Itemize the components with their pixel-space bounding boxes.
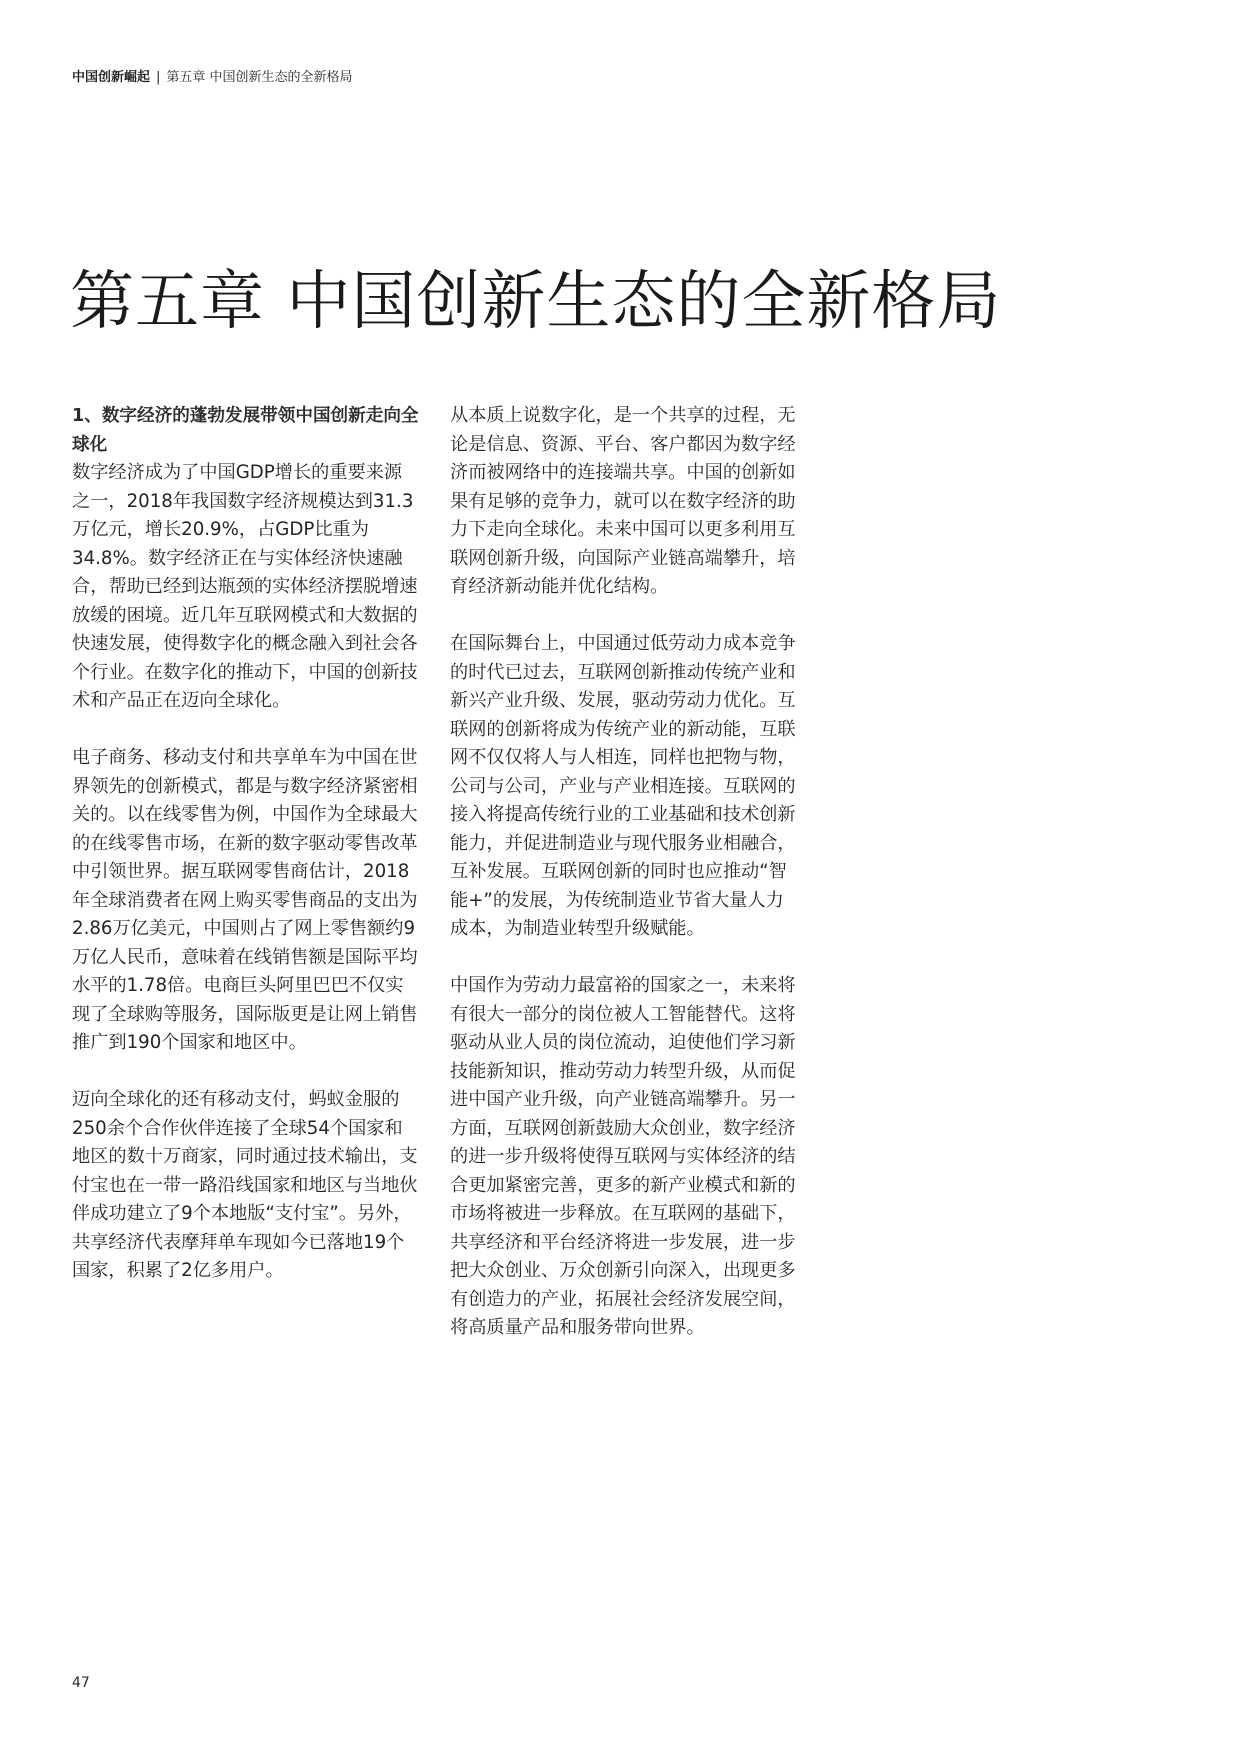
body-paragraph: 从本质上说数字化，是一个共享的过程，无论是信息、资源、平台、客户都因为数字经济而被网络中的连接端共享。中国的创新如果有足够的竞争力，就可以在数字经济的助力下走向全球化。未来中国可以更多利用互联网创新升级，向国际产业链高端攀升，培育经济新动能并优化结构。 [450,405,796,597]
book-title: 中国创新崛起 [72,70,151,85]
body-paragraph: 数字经济成为了中国GDP增长的重要来源之一，2018年我国数字经济规模达到31.3万亿元，增长20.9%，占GDP比重为34.8%。数字经济正在与实体经济快速融合，帮助已经到达瓶颈的实体经济摆脱增速放缓的困境。近几年互联网模式和大数据的快速发展，使得数字化的概念融入到社会各个行业。在数字化的推动下，中国的创新技术和产品正在迈向全球化。 [72,462,418,711]
body-paragraph: 在国际舞台上，中国通过低劳动力成本竞争的时代已过去，互联网创新推动传统产业和新兴产业升级、发展，驱动劳动力优化。互联网的创新将成为传统产业的新动能，互联网不仅仅将人与人相连，同样也把物与物，公司与公司，产业与产业相连接。互联网的接入将提高传统行业的工业基础和技术创新能力，并促进制造业与现代服务业相融合，互补发展。互联网创新的同时也应推动“智能+”的发展，为传统制造业节省大量人力成本，为制造业转型升级赋能。 [450,633,796,939]
right-column [450,402,800,1343]
body-paragraph: 中国作为劳动力最富裕的国家之一，未来将有很大一部分的岗位被人工智能替代。这将驱动从业人员的岗位流动，迫使他们学习新技能新知识，推动劳动力转型升级，从而促进中国产业升级，向产业链高端攀升。另一方面，互联网创新鼓励大众创业，数字经济的进一步升级将使得互联网与实体经济的结合更加紧密完善，更多的新产业模式和新的市场将被进一步释放。在互联网的基础下，共享经济和平台经济将进一步发展，进一步把大众创业、万众创新引向深入，出现更多有创造力的产业，拓展社会经济发展空间，将高质量产品和服务带向世界。 [450,975,796,1338]
header-separator: | [156,70,161,85]
page-number: 47 [72,1675,90,1691]
header-chapter-label: 第五章 中国创新生态的全新格局 [166,70,353,85]
chapter-title: 第五章 中国创新生态的全新格局 [70,265,1002,339]
section-heading: 1、数字经济的蓬勃发展带领中国创新走向全球化 [72,406,419,455]
running-header [72,70,353,86]
body-paragraph: 电子商务、移动支付和共享单车为中国在世界领先的创新模式，都是与数字经济紧密相关的。以在线零售为例，中国作为全球最大的在线零售市场，在新的数字驱动零售改革中引领世界。据互联网零售商估计，2018年全球消费者在网上购买零售商品的支出为2.86万亿美元，中国则占了网上零售额约9万亿人民币，意味着在线销售额是国际平均水平的1.78倍。电商巨头阿里巴巴不仅实现了全球购等服务，国际版更是让网上销售推广到190个国家和地区中。 [72,747,418,1053]
left-column [72,402,420,1286]
body-paragraph: 迈向全球化的还有移动支付，蚂蚁金服的250余个合作伙伴连接了全球54个国家和地区的数十万商家，同时通过技术输出，支付宝也在一带一路沿线国家和地区与当地伙伴成功建立了9个本地版“支付宝”。另外，共享经济代表摩拜单车现如今已落地19个国家，积累了2亿多用户。 [72,1089,418,1281]
